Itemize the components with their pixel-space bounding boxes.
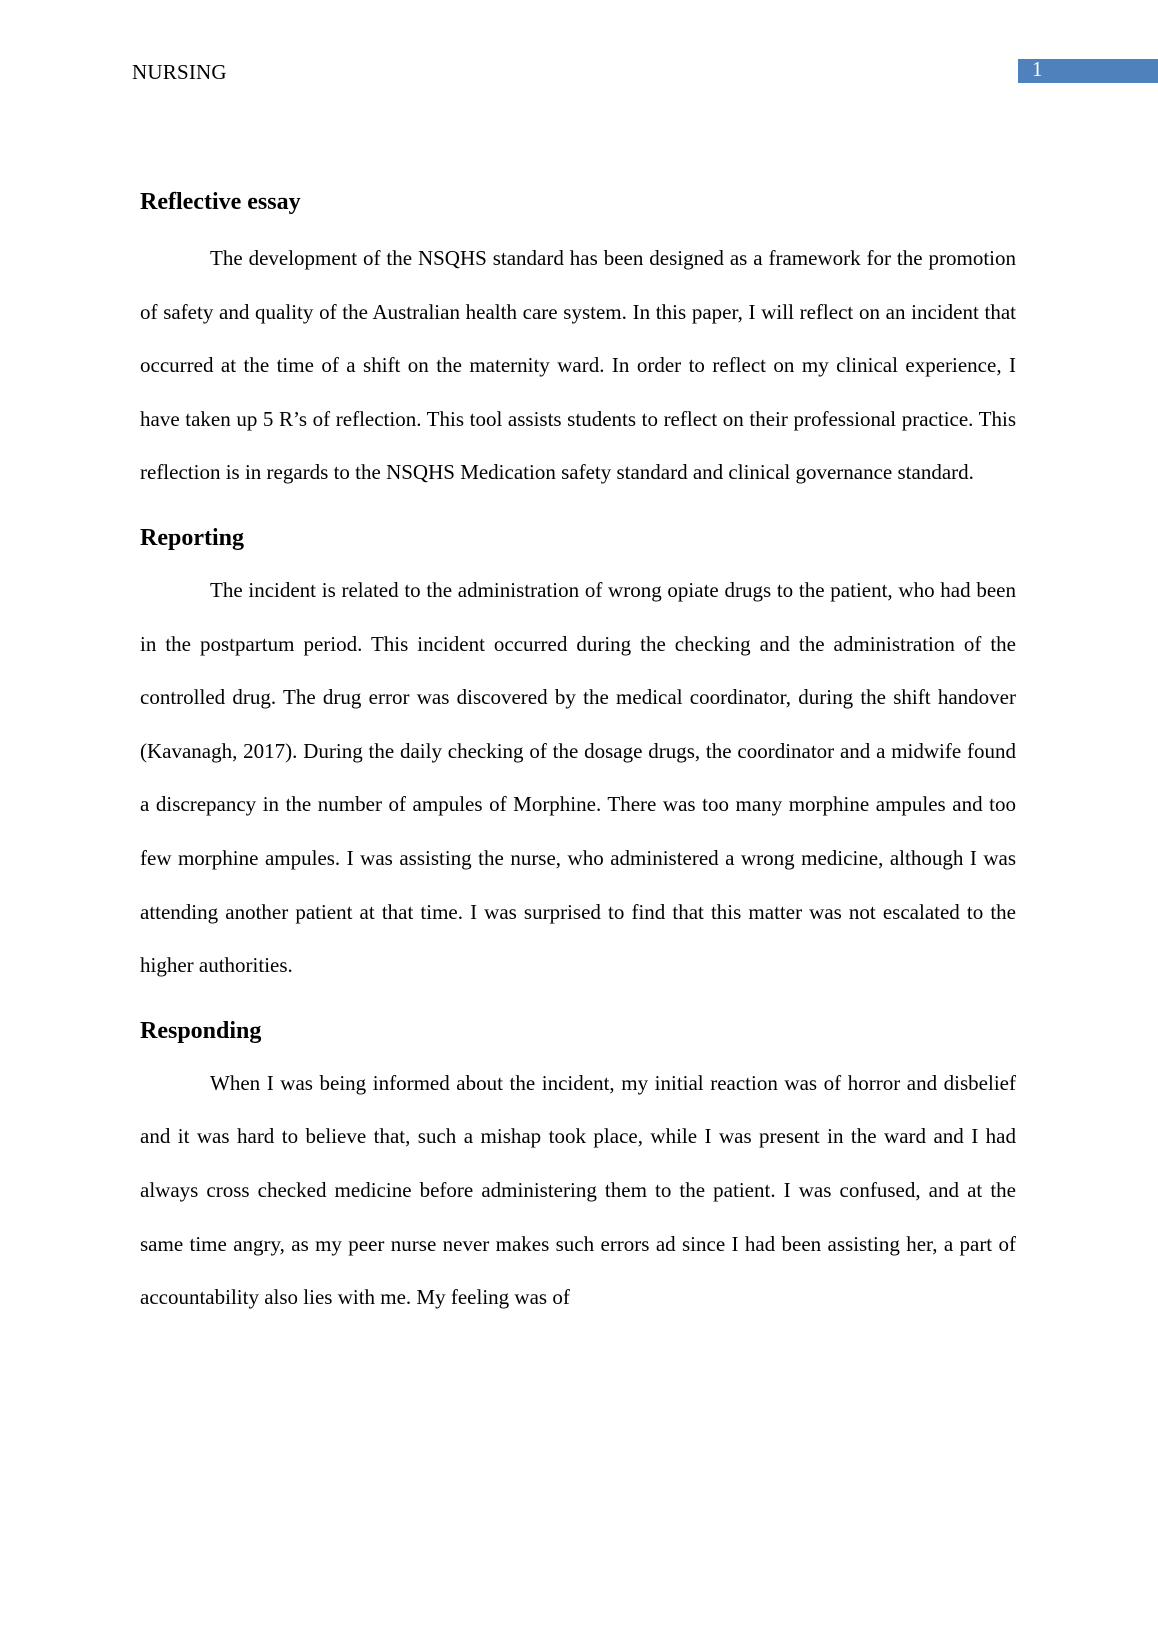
document-body [140,184,1016,1325]
page-number: 1 [1032,57,1043,81]
paragraph-introduction: The development of the NSQHS standard has been designed as a framework for the promotion of safety and quality of the Australian health care system. In this paper, I will reflect on an incident that occurred at the time of a shift on the maternity ward. In order to reflect on my clinical experience, I have taken up 5 R’s of reflection. This tool assists students to reflect on their professional practice. This reflection is in regards to the NSQHS Medication safety standard and clinical governance standard. [140,246,1016,485]
heading-responding: Responding [140,1017,262,1044]
heading-reporting: Reporting [140,524,244,551]
page-number-badge [1018,59,1158,83]
running-header-title: NURSING [132,60,227,84]
paragraph-responding: When I was being informed about the incident, my initial reaction was of horror and disbelief and it was hard to believe that, such a mishap took place, while I was present in the ward and I had always cross checked medicine before administering them to the patient. I was confused, and at the same time angry, as my peer nurse never makes such errors ad since I had been assisting her, a part of accountability also lies with me. My feeling was of [140,1070,1016,1310]
heading-reflective-essay: Reflective essay [140,189,301,215]
paragraph-reporting: The incident is related to the administration of wrong opiate drugs to the patient, who had been in the postpartum period. This incident occurred during the checking and the administration of the controlled drug. The drug error was discovered by the medical coordinator, during the shift handover (Kavanagh, 2017). During the daily checking of the dosage drugs, the coordinator and a midwife found a discrepancy in the number of ampules of Morphine. There was too many morphine ampules and too few morphine ampules. I was assisting the nurse, who administered a wrong medicine, although I was attending another patient at that time. I was surprised to find that this matter was not escalated to the higher authorities. [140,577,1016,978]
